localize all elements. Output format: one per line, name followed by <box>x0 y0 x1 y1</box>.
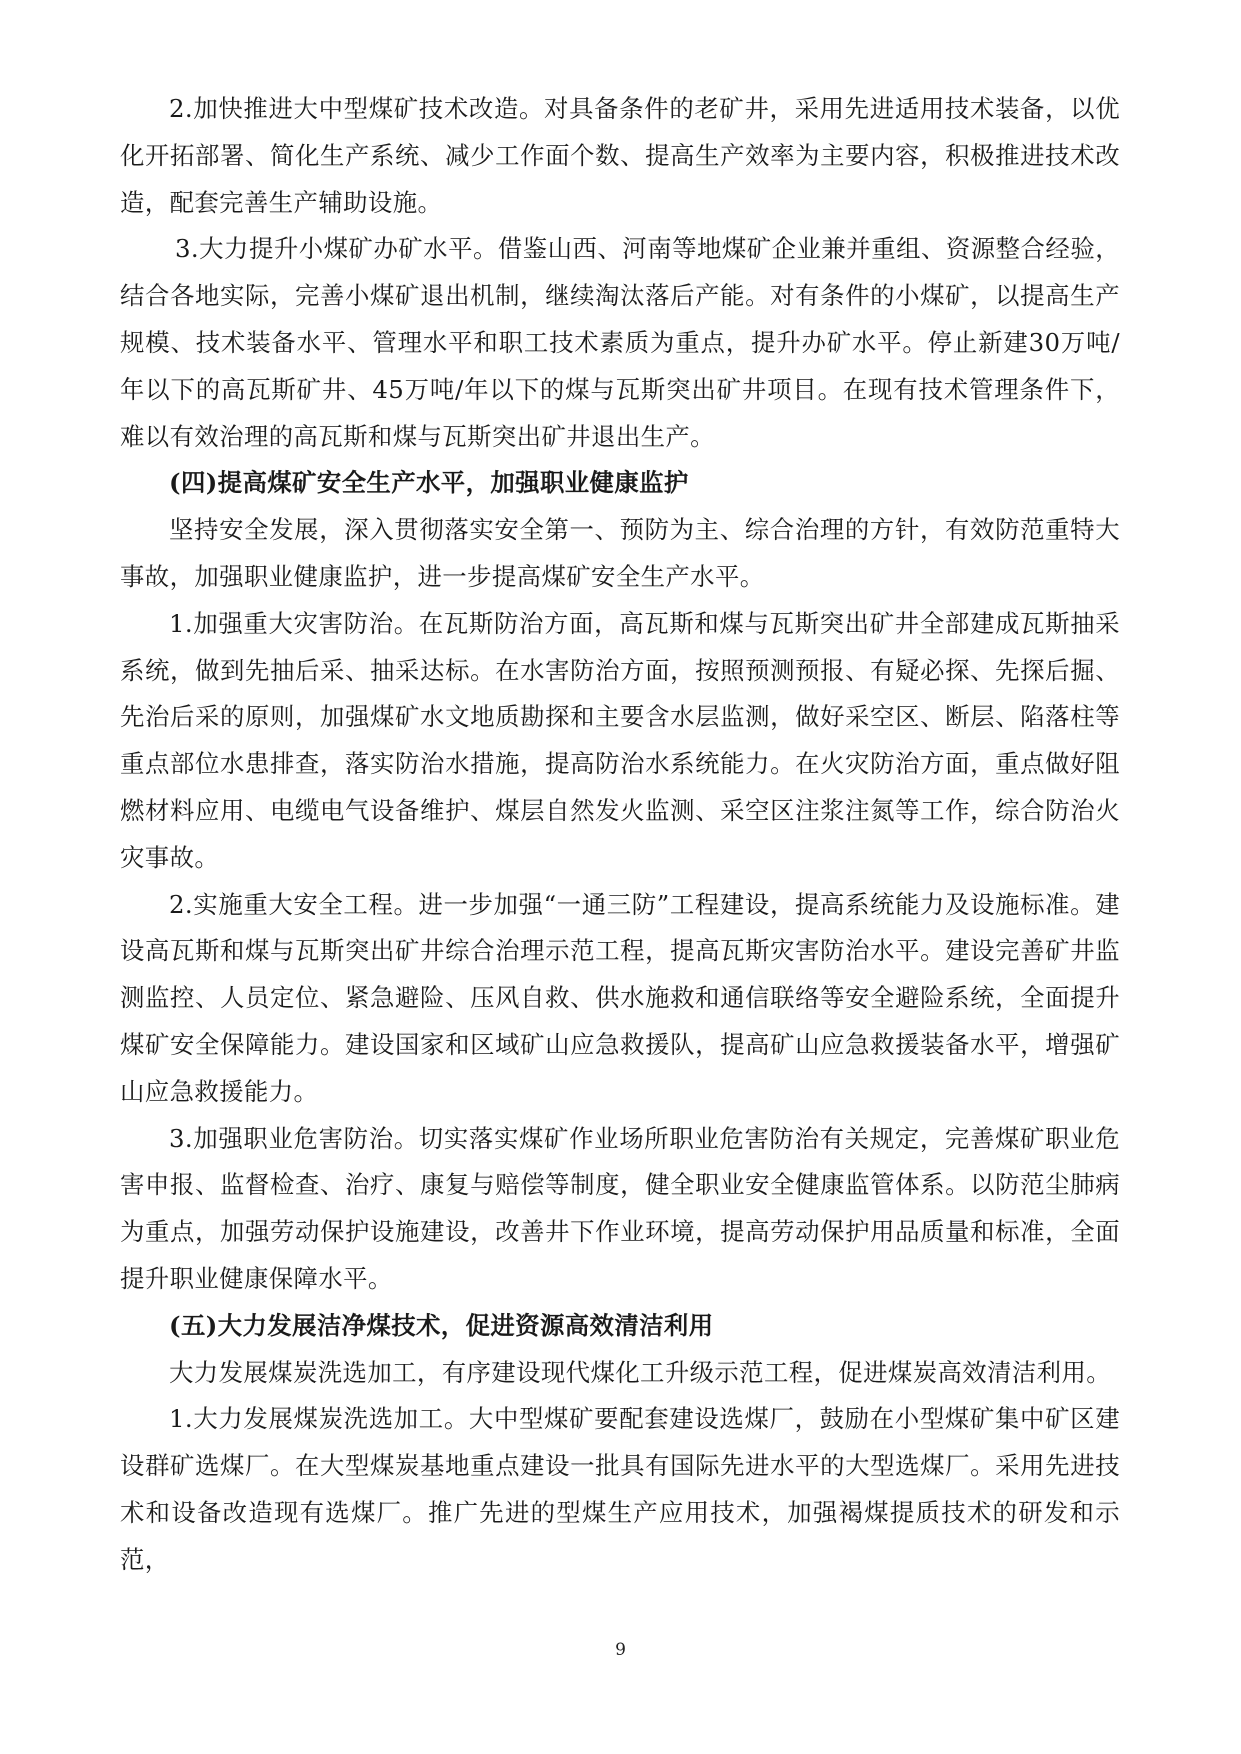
paragraph-coal-washing: 1.大力发展煤炭洗选加工。大中型煤矿要配套建设选煤厂，鼓励在小型煤矿集中矿区建设群矿选煤厂。在大型煤炭基地重点建设一批具有国际先进水平的大型选煤厂。采用先进技术和设备改造现有选煤厂。推广先进的型煤生产应用技术，加强褐煤提质技术的研发和示范， <box>120 1404 1120 1574</box>
paragraph-safety-intro: 坚持安全发展，深入贯彻落实安全第一、预防为主、综合治理的方针，有效防范重特大事故，加强职业健康监护，进一步提高煤矿安全生产水平。 <box>120 515 1120 591</box>
section-heading-safety: (四)提高煤矿安全生产水平，加强职业健康监护 <box>169 468 689 498</box>
paragraph-occupational-hazards: 3.加强职业危害防治。切实落实煤矿作业场所职业危害防治有关规定，完善煤矿职业危害申报、监督检查、治疗、康复与赔偿等制度，健全职业安全健康监管体系。以防范尘肺病为重点，加强劳动保护设施建设，改善井下作业环境，提高劳动保护用品质量和标准，全面提升职业健康保障水平。 <box>120 1123 1120 1293</box>
paragraph-small-mine-level: 3.大力提升小煤矿办矿水平。借鉴山西、河南等地煤矿企业兼并重组、资源整合经验，结合各地实际，完善小煤矿退出机制，继续淘汰落后产能。对有条件的小煤矿，以提高生产规模、技术装备水平、管理水平和职工技术素质为重点，提升办矿水平。停止新建30万吨/年以下的高瓦斯矿井、45万吨/年以下的煤与瓦斯突出矿井项目。在现有技术管理条件下，难以有效治理的高瓦斯和煤与瓦斯突出矿井退出生产。 <box>120 234 1120 451</box>
paragraph-coal-mine-upgrade: 2.加快推进大中型煤矿技术改造。对具备条件的老矿井，采用先进适用技术装备，以优化开拓部署、简化生产系统、减少工作面个数、提高生产效率为主要内容，积极推进技术改造，配套完善生产辅助设施。 <box>120 94 1120 217</box>
paragraph-clean-coal-intro: 大力发展煤炭洗选加工，有序建设现代煤化工升级示范工程，促进煤炭高效清洁利用。 <box>169 1357 1112 1387</box>
page-number: 9 <box>615 1640 626 1660</box>
document-body <box>120 86 1120 1584</box>
section-heading-clean-coal: (五)大力发展洁净煤技术，促进资源高效清洁利用 <box>169 1310 714 1340</box>
paragraph-disaster-prevention: 1.加强重大灾害防治。在瓦斯防治方面，高瓦斯和煤与瓦斯突出矿井全部建成瓦斯抽采系统，做到先抽后采、抽采达标。在水害防治方面，按照预测预报、有疑必探、先探后掘、先治后采的原则，加强煤矿水文地质勘探和主要含水层监测，做好采空区、断层、陷落柱等重点部位水患排查，落实防治水措施，提高防治水系统能力。在火灾防治方面，重点做好阻燃材料应用、电缆电气设备维护、煤层自然发火监测、采空区注浆注氮等工作，综合防治火灾事故。 <box>120 608 1120 872</box>
paragraph-safety-engineering: 2.实施重大安全工程。进一步加强“一通三防”工程建设，提高系统能力及设施标准。建设高瓦斯和煤与瓦斯突出矿井综合治理示范工程，提高瓦斯灾害防治水平。建设完善矿井监测监控、人员定位、紧急避险、压风自救、供水施救和通信联络等安全避险系统，全面提升煤矿安全保障能力。建设国家和区域矿山应急救援队，提高矿山应急救援装备水平，增强矿山应急救援能力。 <box>120 889 1120 1106</box>
